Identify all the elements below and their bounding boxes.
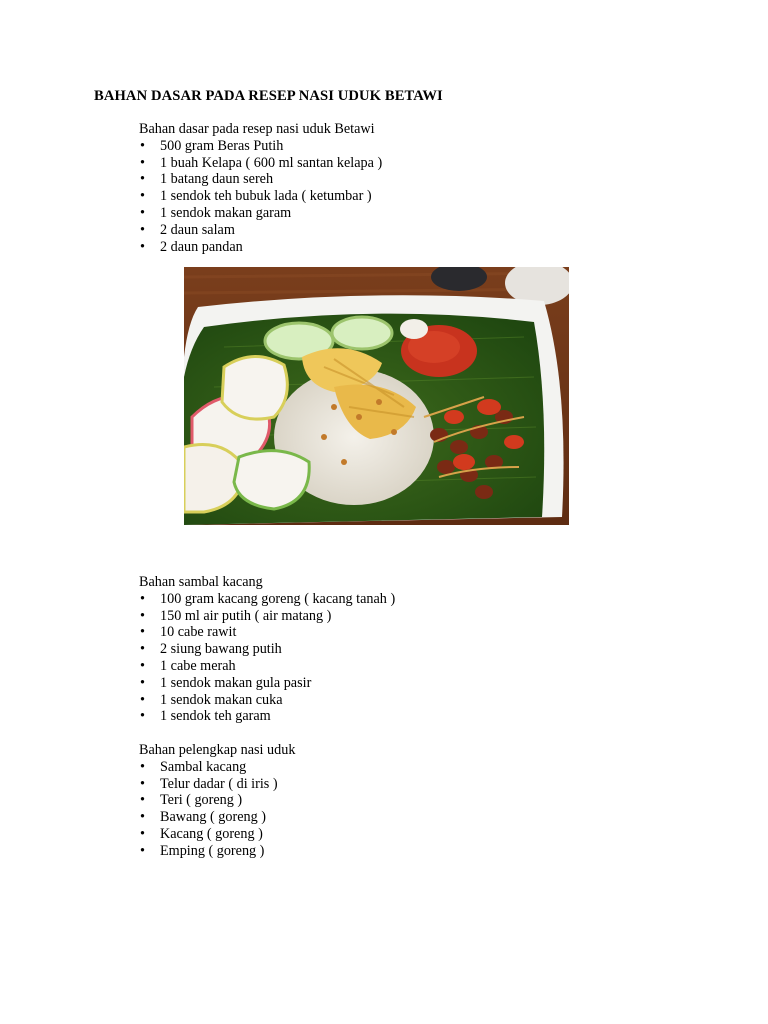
list-item: • Emping ( goreng )	[139, 843, 295, 860]
nasi-uduk-photo	[184, 267, 569, 525]
list-item: • 1 sendok teh bubuk lada ( ketumbar )	[139, 188, 382, 205]
list-item: • 150 ml air putih ( air matang )	[139, 608, 395, 625]
ingredient-list	[139, 759, 295, 860]
section-heading: Bahan dasar pada resep nasi uduk Betawi	[139, 121, 375, 137]
list-item: • Kacang ( goreng )	[139, 826, 295, 843]
list-item: • 2 daun pandan	[139, 239, 382, 256]
list-item: • Teri ( goreng )	[139, 792, 295, 809]
list-item: • 1 buah Kelapa ( 600 ml santan kelapa )	[139, 155, 382, 172]
list-item: • 100 gram kacang goreng ( kacang tanah )	[139, 591, 395, 608]
list-item: • 1 sendok makan cuka	[139, 692, 395, 709]
list-item: • Sambal kacang	[139, 759, 295, 776]
list-item: • 1 sendok makan garam	[139, 205, 382, 222]
list-item: • 1 sendok teh garam	[139, 708, 395, 725]
section-heading: Bahan pelengkap nasi uduk	[139, 742, 296, 758]
list-item: • 1 cabe merah	[139, 658, 395, 675]
list-item: • Bawang ( goreng )	[139, 809, 295, 826]
list-item: • 500 gram Beras Putih	[139, 138, 382, 155]
list-item: • Telur dadar ( di iris )	[139, 776, 295, 793]
ingredient-list	[139, 591, 395, 725]
document-title: BAHAN DASAR PADA RESEP NASI UDUK BETAWI	[94, 88, 443, 104]
section-bahan-dasar	[139, 121, 382, 255]
section-pelengkap	[139, 742, 295, 860]
list-item: • 1 sendok makan gula pasir	[139, 675, 395, 692]
ingredient-list	[139, 138, 382, 256]
list-item: • 10 cabe rawit	[139, 624, 395, 641]
list-item: • 2 daun salam	[139, 222, 382, 239]
list-item: • 1 batang daun sereh	[139, 171, 382, 188]
section-heading: Bahan sambal kacang	[139, 574, 263, 590]
section-sambal-kacang	[139, 574, 395, 725]
list-item: • 2 siung bawang putih	[139, 641, 395, 658]
